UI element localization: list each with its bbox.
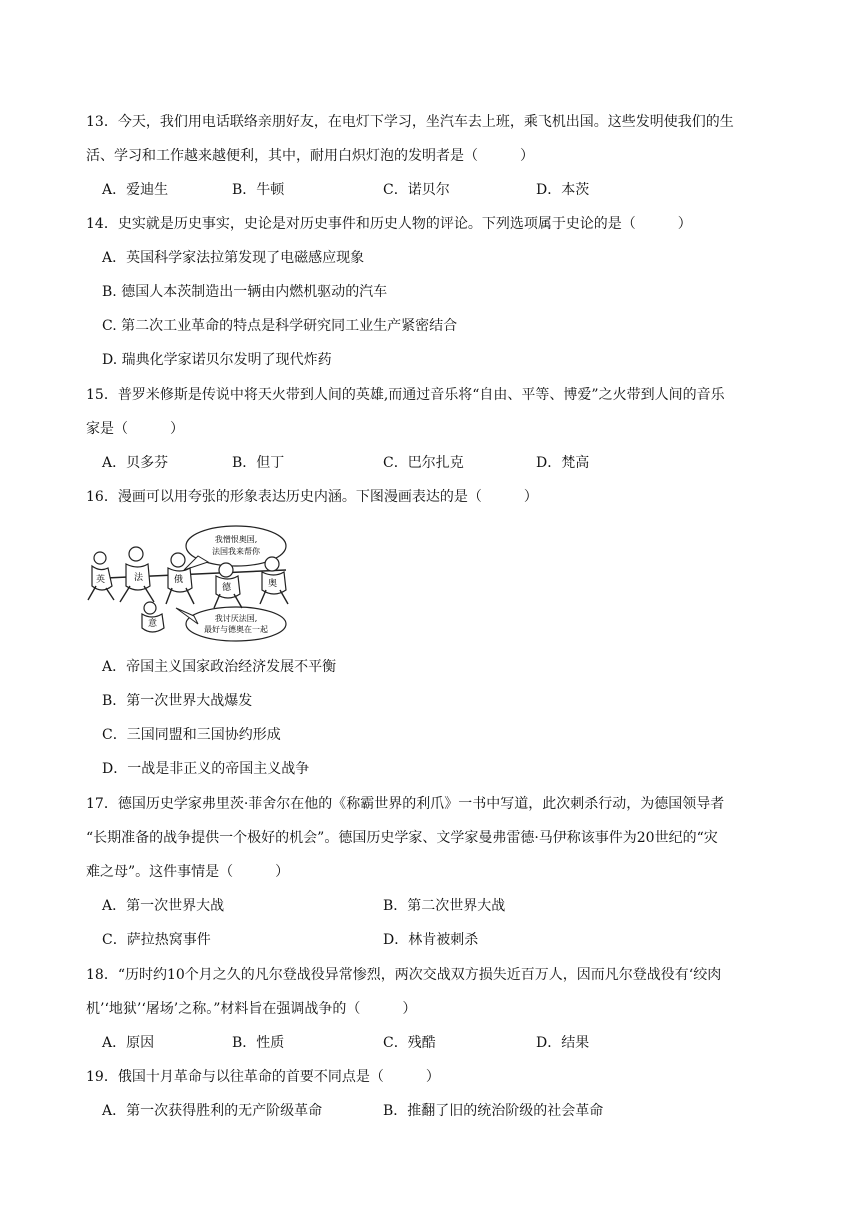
- figure-italy: [142, 602, 164, 632]
- fig-label-britain: 英: [96, 575, 106, 585]
- fig-label-russia: 俄: [174, 575, 184, 585]
- q15-option-d: D．梵高: [536, 455, 590, 471]
- q16-option-c: C．三国同盟和三国协约形成: [102, 727, 281, 743]
- fig-label-austria: 奥: [268, 579, 278, 589]
- figure-germany: [214, 563, 242, 608]
- figure-russia: [166, 553, 194, 604]
- q17-option-b: B．第二次世界大战: [383, 898, 506, 914]
- q13-stem-line2: 活、学习和工作越来越便利，其中，耐用白炽灯泡的发明者是（ ）: [86, 148, 534, 164]
- q15-option-b: B．但丁: [232, 455, 285, 471]
- q18-option-c: C．残酷: [383, 1035, 436, 1051]
- q14-option-d: D. 瑞典化学家诺贝尔发明了现代炸药: [102, 352, 332, 368]
- figure-austria: [260, 557, 288, 604]
- q14-option-c: C. 第二次工业革命的特点是科学研究同工业生产紧密结合: [102, 318, 458, 334]
- fig-label-france: 法: [134, 573, 144, 583]
- q17-option-c: C．萨拉热窝事件: [102, 932, 211, 948]
- q14-stem-line1: 14．史实就是历史事实，史论是对历史事件和历史人物的评论。下列选项属于史论的是（ ）: [86, 216, 692, 232]
- figure-france: [120, 547, 154, 602]
- q13-stem-line1: 13．今天，我们用电话联络亲朋好友，在电灯下学习，坐汽车去上班，乘飞机出国。这些发明使我们的生: [86, 114, 734, 130]
- bubble-top-text-1: 我憎恨奥国,: [214, 535, 258, 544]
- q19-stem-line1: 19．俄国十月革命与以往革命的首要不同点是（ ）: [86, 1069, 440, 1085]
- q17-stem-line2: “长期准备的战争提供一个极好的机会”。德国历史学家、文学家曼弗雷德·马伊称该事件为20世纪的“灾: [86, 830, 718, 846]
- history-cartoon-image: [86, 524, 292, 644]
- speech-bubble-bottom: [186, 607, 286, 641]
- q17-option-a: A．第一次世界大战: [102, 898, 225, 914]
- q15-stem-line2: 家是（ ）: [86, 421, 184, 437]
- q19-option-b: B．推翻了旧的统治阶级的社会革命: [383, 1103, 604, 1119]
- q15-option-a: A．贝多芬: [102, 455, 169, 471]
- q17-option-d: D．林肯被刺杀: [383, 932, 479, 948]
- fig-label-germany: 德: [222, 583, 232, 593]
- q18-option-b: B．性质: [232, 1035, 285, 1051]
- q16-stem-line1: 16．漫画可以用夸张的形象表达历史内涵。下图漫画表达的是（ ）: [86, 489, 538, 505]
- q14-option-a: A．英国科学家法拉第发现了电磁感应现象: [102, 250, 365, 266]
- q15-stem-line1: 15．普罗米修斯是传说中将天火带到人间的英雄,而通过音乐将“自由、平等、博爱”之火带到人间的音乐: [86, 387, 725, 403]
- bubble-bottom-text-1: 我讨厌法国,: [214, 614, 258, 623]
- fig-label-italy: 意: [148, 619, 158, 629]
- q16-option-b: B．第一次世界大战爆发: [102, 693, 253, 709]
- q13-option-a: A．爱迪生: [102, 182, 169, 198]
- q19-option-a: A．第一次获得胜利的无产阶级革命: [102, 1103, 323, 1119]
- q13-option-b: B．牛顿: [232, 182, 285, 198]
- q16-option-a: A．帝国主义国家政治经济发展不平衡: [102, 659, 337, 675]
- q18-option-d: D．结果: [536, 1035, 590, 1051]
- q13-option-c: C．诺贝尔: [383, 182, 450, 198]
- q15-option-c: C．巴尔扎克: [383, 455, 464, 471]
- bubble-top-text-2: 法国我来帮你: [212, 547, 260, 556]
- bubble-bottom-text-2: 最好与德奥在一起: [204, 625, 268, 634]
- q18-stem-line1: 18．“历时约10个月之久的凡尔登战役异常惨烈，两次交战双方损失近百万人，因而凡尔登战役有‘绞肉: [86, 967, 722, 983]
- q17-stem-line1: 17．德国历史学家弗里茨·菲舍尔在他的《称霸世界的利爪》一书中写道，此次刺杀行动，为德国领导者: [86, 796, 725, 812]
- q16-option-d: D．一战是非正义的帝国主义战争: [102, 761, 310, 777]
- q18-option-a: A．原因: [102, 1035, 155, 1051]
- q18-stem-line2: 机’‘地狱’‘屠场’之称。”材料旨在强调战争的（ ）: [86, 1001, 417, 1017]
- q17-stem-line3: 难之母”。这件事情是（ ）: [86, 864, 290, 880]
- q13-option-d: D．本茨: [536, 182, 590, 198]
- q14-option-b: B. 德国人本茨制造出一辆由内燃机驱动的汽车: [102, 284, 388, 300]
- figure-britain: [88, 552, 114, 600]
